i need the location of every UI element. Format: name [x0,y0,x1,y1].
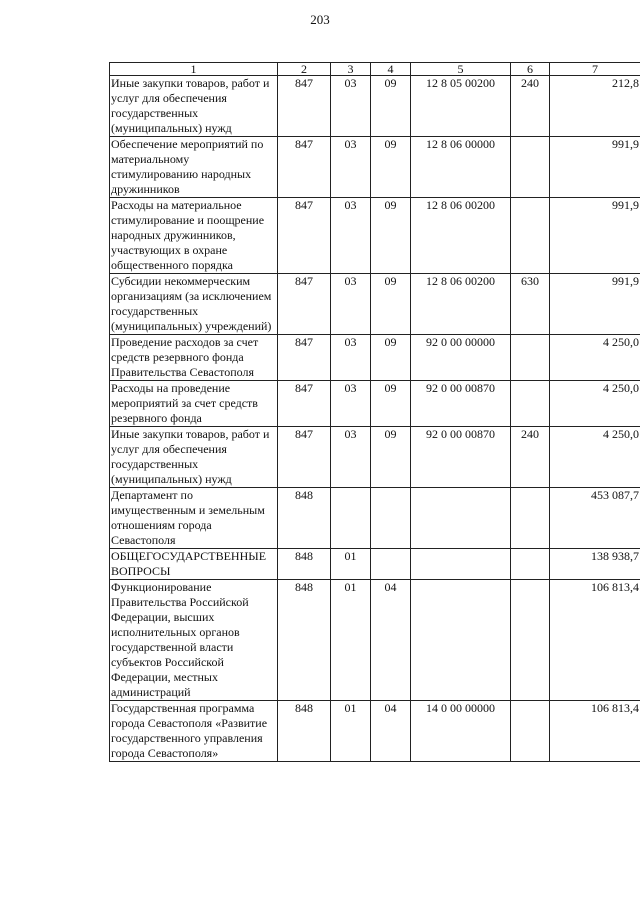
cell-target-article: 92 0 00 00000 [411,335,511,381]
cell-department-code: 848 [278,549,331,580]
cell-section-code: 03 [331,76,371,137]
cell-section-code: 03 [331,274,371,335]
cell-target-article [411,549,511,580]
table-row [110,488,640,549]
cell-department-code: 847 [278,335,331,381]
cell-amount: 991,9 [550,198,640,274]
cell-subsection-code [371,549,411,580]
cell-target-article: 12 8 06 00200 [411,198,511,274]
cell-department-code: 848 [278,488,331,549]
cell-target-article: 92 0 00 00870 [411,381,511,427]
cell-expense-type: 240 [511,427,550,488]
cell-target-article [411,580,511,701]
cell-subsection-code [371,488,411,549]
cell-department-code: 848 [278,580,331,701]
cell-subsection-code: 04 [371,701,411,762]
column-header: 4 [371,63,411,76]
cell-name: Иные закупки товаров, работ и услуг для обеспечения государственных (муниципальных) нужд [110,427,278,488]
cell-amount: 4 250,0 [550,381,640,427]
cell-subsection-code: 09 [371,198,411,274]
header-row [110,63,640,76]
cell-expense-type [511,549,550,580]
cell-section-code: 03 [331,137,371,198]
cell-amount: 991,9 [550,137,640,198]
cell-amount: 138 938,7 [550,549,640,580]
cell-section-code: 03 [331,427,371,488]
cell-amount: 4 250,0 [550,335,640,381]
cell-target-article: 12 8 05 00200 [411,76,511,137]
table-row [110,549,640,580]
cell-target-article [411,488,511,549]
cell-name: Департамент по имущественным и земельным отношениям города Севастополя [110,488,278,549]
cell-expense-type [511,335,550,381]
cell-subsection-code: 09 [371,427,411,488]
cell-section-code [331,488,371,549]
cell-name: Расходы на проведение мероприятий за счет средств резервного фонда [110,381,278,427]
cell-section-code: 03 [331,198,371,274]
cell-amount: 106 813,4 [550,580,640,701]
cell-section-code: 03 [331,381,371,427]
table-row [110,427,640,488]
cell-amount: 106 813,4 [550,701,640,762]
cell-department-code: 847 [278,427,331,488]
cell-name: Обеспечение мероприятий по материальному стимулированию народных дружинников [110,137,278,198]
cell-department-code: 847 [278,198,331,274]
cell-name: Субсидии некоммерческим организациям (за исключением государственных (муниципальных) учреждений) [110,274,278,335]
column-header: 1 [110,63,278,76]
table-row [110,701,640,762]
cell-department-code: 847 [278,137,331,198]
cell-amount: 991,9 [550,274,640,335]
table-row [110,198,640,274]
cell-subsection-code: 09 [371,76,411,137]
cell-subsection-code: 09 [371,137,411,198]
column-header: 3 [331,63,371,76]
table-row [110,580,640,701]
cell-subsection-code: 04 [371,580,411,701]
cell-expense-type [511,381,550,427]
cell-name: Иные закупки товаров, работ и услуг для обеспечения государственных (муниципальных) нужд [110,76,278,137]
page-number: 203 [310,12,330,27]
cell-expense-type [511,137,550,198]
cell-department-code: 848 [278,701,331,762]
cell-amount: 212,8 [550,76,640,137]
cell-target-article: 92 0 00 00870 [411,427,511,488]
budget-table [109,62,640,762]
table-body [110,76,640,762]
cell-section-code: 01 [331,580,371,701]
table-row [110,274,640,335]
cell-expense-type [511,701,550,762]
cell-amount: 4 250,0 [550,427,640,488]
table-row [110,76,640,137]
cell-amount: 453 087,7 [550,488,640,549]
cell-subsection-code: 09 [371,335,411,381]
cell-expense-type [511,580,550,701]
cell-subsection-code: 09 [371,274,411,335]
cell-department-code: 847 [278,381,331,427]
cell-subsection-code: 09 [371,381,411,427]
column-header: 6 [511,63,550,76]
cell-department-code: 847 [278,274,331,335]
cell-target-article: 12 8 06 00000 [411,137,511,198]
cell-expense-type [511,198,550,274]
cell-name: ОБЩЕГОСУДАРСТВЕННЫЕ ВОПРОСЫ [110,549,278,580]
column-header: 2 [278,63,331,76]
table-row [110,137,640,198]
cell-name: Проведение расходов за счет средств резервного фонда Правительства Севастополя [110,335,278,381]
table-row [110,381,640,427]
table-row [110,335,640,381]
cell-expense-type [511,488,550,549]
cell-name: Функционирование Правительства Российской Федерации, высших исполнительных органов государственной власти субъектов Российской Федерации, местных администраций [110,580,278,701]
column-header: 5 [411,63,511,76]
cell-expense-type: 630 [511,274,550,335]
cell-section-code: 01 [331,701,371,762]
cell-target-article: 12 8 06 00200 [411,274,511,335]
cell-expense-type: 240 [511,76,550,137]
cell-name: Государственная программа города Севастополя «Развитие государственного управления города Севастополя» [110,701,278,762]
cell-department-code: 847 [278,76,331,137]
cell-section-code: 01 [331,549,371,580]
cell-section-code: 03 [331,335,371,381]
cell-target-article: 14 0 00 00000 [411,701,511,762]
column-header: 7 [550,63,640,76]
cell-name: Расходы на материальное стимулирование и поощрение народных дружинников, участвующих в охране общественного порядка [110,198,278,274]
